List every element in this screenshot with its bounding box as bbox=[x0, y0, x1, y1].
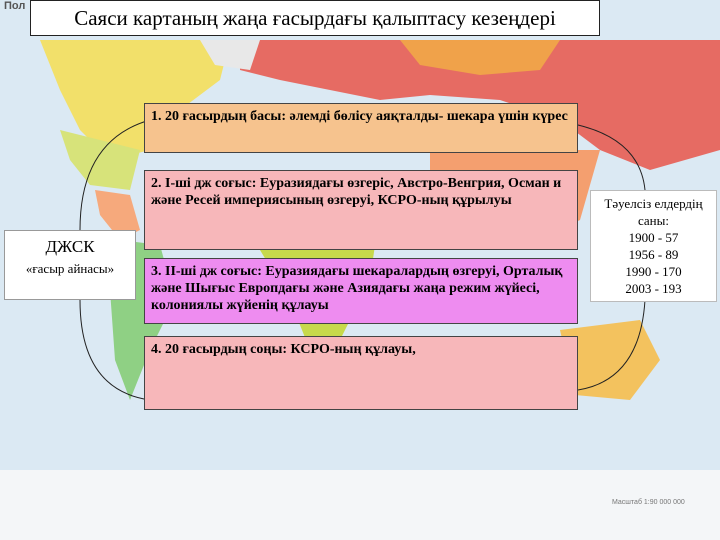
corner-text: Пол bbox=[4, 0, 26, 12]
period-box-4: 4. 20 ғасырдың соңы: КСРО-ның құлауы, bbox=[144, 336, 578, 410]
countries-heading: Тәуелсіз елдердің саны: bbox=[604, 196, 703, 228]
left-label-title: ДЖСК bbox=[45, 237, 95, 256]
period-box-1: 1. 20 ғасырдың басы: әлемді бөлісу аяқталды- шекара үшін күрес bbox=[144, 103, 578, 153]
map-scale-label: Масштаб 1:90 000 000 bbox=[612, 499, 685, 506]
countries-row: 2003 - 193 bbox=[625, 281, 682, 296]
period-box-3: 3. ІІ-ші дж соғыс: Еуразиядағы шекаралардың өзгеруі, Орталық және Шығыс Европдағы және Азиядағы жаңа режим жүйесі, колониялы жүйенің құлауы bbox=[144, 258, 578, 324]
left-label-panel bbox=[4, 230, 136, 300]
independent-countries-panel bbox=[590, 190, 717, 302]
countries-row: 1900 - 57 bbox=[628, 230, 679, 245]
slide-title: Саяси картаның жаңа ғасырдағы қалыптасу кезеңдері bbox=[30, 0, 600, 36]
countries-row: 1990 - 170 bbox=[625, 264, 682, 279]
left-label-subtitle: «ғасыр айнасы» bbox=[25, 261, 115, 276]
countries-row: 1956 - 89 bbox=[628, 247, 679, 262]
period-box-2: 2. І-ші дж соғыс: Еуразиядағы өзгеріс, Австро-Венгрия, Осман и және Ресей империясының өзгеруі, КСРО-ның құрылуы bbox=[144, 170, 578, 250]
